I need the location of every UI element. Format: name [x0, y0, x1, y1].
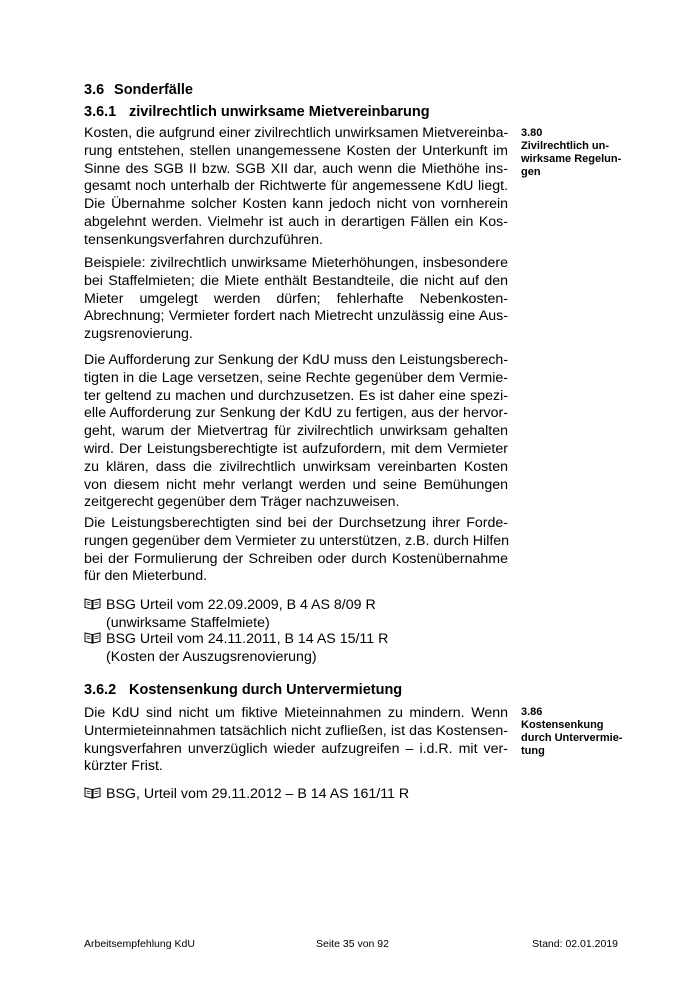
text-line: wird. Der Leistungsberechtigte ist aufzufordern, mit dem Vermieter: [84, 440, 508, 457]
margin-note-line: durch Untervermie-: [521, 732, 623, 744]
section-title: Sonderfälle: [114, 82, 193, 98]
text-line: gesamt noch unterhalb der Richtwerte für angemessene KdU liegt.: [84, 178, 508, 195]
subsection-title: zivilrechtlich unwirksame Mietvereinbarung: [129, 104, 430, 120]
text-line: Die KdU sind nicht um fiktive Mieteinnahmen zu mindern. Wenn: [84, 705, 508, 721]
text-line: Untermieteinnahmen tatsächlich nicht zufließen, ist das Kostensen-: [84, 722, 508, 739]
text-line: Kosten, die aufgrund einer zivilrechtlich unwirksamen Mietvereinba-: [84, 125, 509, 141]
margin-note-number: 3.80: [521, 127, 543, 139]
subsection-heading-1: [84, 104, 430, 120]
text-line: Sinne des SGB II bzw. SGB XII dar, auch wenn die Miethöhe ins-: [84, 160, 508, 177]
text-line: Mieter umgelegt werden dürfen; fehlerhafte Nebenkosten-: [84, 290, 508, 307]
book-icon: [84, 597, 106, 615]
margin-note-line: Zivilrechtlich un-: [521, 140, 610, 152]
footer-document-title: Arbeitsempfehlung KdU: [84, 938, 195, 950]
footer-date: Stand: 02.01.2019: [532, 938, 618, 950]
footer-page-number: Seite 35 von 92: [316, 938, 389, 950]
text-line: bei Staffelmieten; die Miete enthält Bestandteile, die nicht auf den: [84, 272, 508, 289]
text-line: von diesem nicht mehr verlangt werden und seine Bemühungen: [84, 476, 508, 493]
text-line: elle Aufforderung zur Senkung der KdU zu fertigen, aus der hervor-: [84, 405, 508, 422]
reference-note: (unwirksame Staffelmiete): [106, 614, 270, 631]
text-line: zugsrenovierung.: [84, 326, 193, 343]
reference-citation: BSG, Urteil vom 29.11.2012 – B 14 AS 161/11 R: [106, 786, 410, 802]
court-reference-1: [84, 597, 376, 633]
text-line: Die Leistungsberechtigten sind bei der Durchsetzung ihrer Forde-: [84, 515, 508, 531]
text-line: bei der Formulierung der Schreiben oder durch Kostenübernahme: [84, 550, 508, 567]
court-reference-2: [84, 631, 388, 667]
book-icon: [84, 631, 106, 649]
margin-note-line: gen: [521, 166, 541, 178]
text-line: Abrechnung; Vermieter fordert nach Mietrecht unzulässig eine Aus-: [84, 308, 508, 325]
text-line: kürzter Frist.: [84, 758, 163, 775]
text-line: geht, warum der Mietvertrag für zivilrechtlich unwirksam gehalten: [84, 423, 508, 440]
margin-note-number: 3.86: [521, 706, 543, 718]
text-line: Die Übernahme solcher Kosten kann jedoch nicht von vornherein: [84, 196, 508, 213]
paragraph-1: [84, 125, 508, 250]
book-icon: [84, 786, 106, 804]
reference-note: (Kosten der Auszugsrenovierung): [106, 648, 317, 665]
subsection-title: Kostensenkung durch Untervermietung: [129, 682, 403, 698]
text-line: abgelehnt werden. Vielmehr ist auch in derartigen Fällen ein Kos-: [84, 213, 508, 230]
margin-note-2: [521, 706, 636, 758]
section-heading: [84, 82, 193, 98]
paragraph-3: [84, 352, 508, 512]
text-line: für den Mieterbund.: [84, 568, 208, 585]
court-reference-3: [84, 786, 409, 804]
paragraph-4: [84, 515, 508, 586]
text-line: Die Aufforderung zur Senkung der KdU muss den Leistungsberech-: [84, 352, 509, 368]
text-line: Beispiele: zivilrechtlich unwirksame Mieterhöhungen, insbesondere: [84, 255, 508, 271]
reference-citation: BSG Urteil vom 24.11.2011, B 14 AS 15/11 R: [106, 631, 389, 647]
subsection-number: 3.6.2: [84, 682, 117, 698]
text-line: kungsverfahren unverzüglich wieder aufzugreifen – i.d.R. mit ver-: [84, 740, 508, 757]
section-number: 3.6: [84, 82, 105, 98]
margin-note-line: wirksame Regelun-: [521, 153, 622, 165]
paragraph-5: [84, 705, 508, 776]
margin-note-line: Kostensenkung: [521, 719, 604, 731]
text-line: zeitgerecht gegenüber dem Träger nachzuweisen.: [84, 494, 400, 511]
text-line: ter geltend zu machen und durchzusetzen. Es ist daher eine spezi-: [84, 387, 508, 404]
text-line: zu klären, dass die zivilrechtlich unwirksam vereinbarten Kosten: [84, 458, 508, 475]
text-line: tigten in die Lage versetzen, seine Rechte gegenüber dem Vermie-: [84, 369, 508, 386]
text-line: rung entstehen, stellen unangemessene Kosten der Unterkunft im: [84, 142, 508, 159]
subsection-number: 3.6.1: [84, 104, 117, 120]
subsection-heading-2: [84, 682, 402, 698]
text-line: tensenkungsverfahren durchzuführen.: [84, 231, 323, 248]
margin-note-line: tung: [521, 745, 545, 757]
paragraph-2: [84, 255, 508, 344]
reference-citation: BSG Urteil vom 22.09.2009, B 4 AS 8/09 R: [106, 597, 376, 613]
margin-note-1: [521, 127, 636, 179]
text-line: rungen gegenüber dem Vermieter zu unterstützen, z.B. durch Hilfen: [84, 532, 510, 549]
